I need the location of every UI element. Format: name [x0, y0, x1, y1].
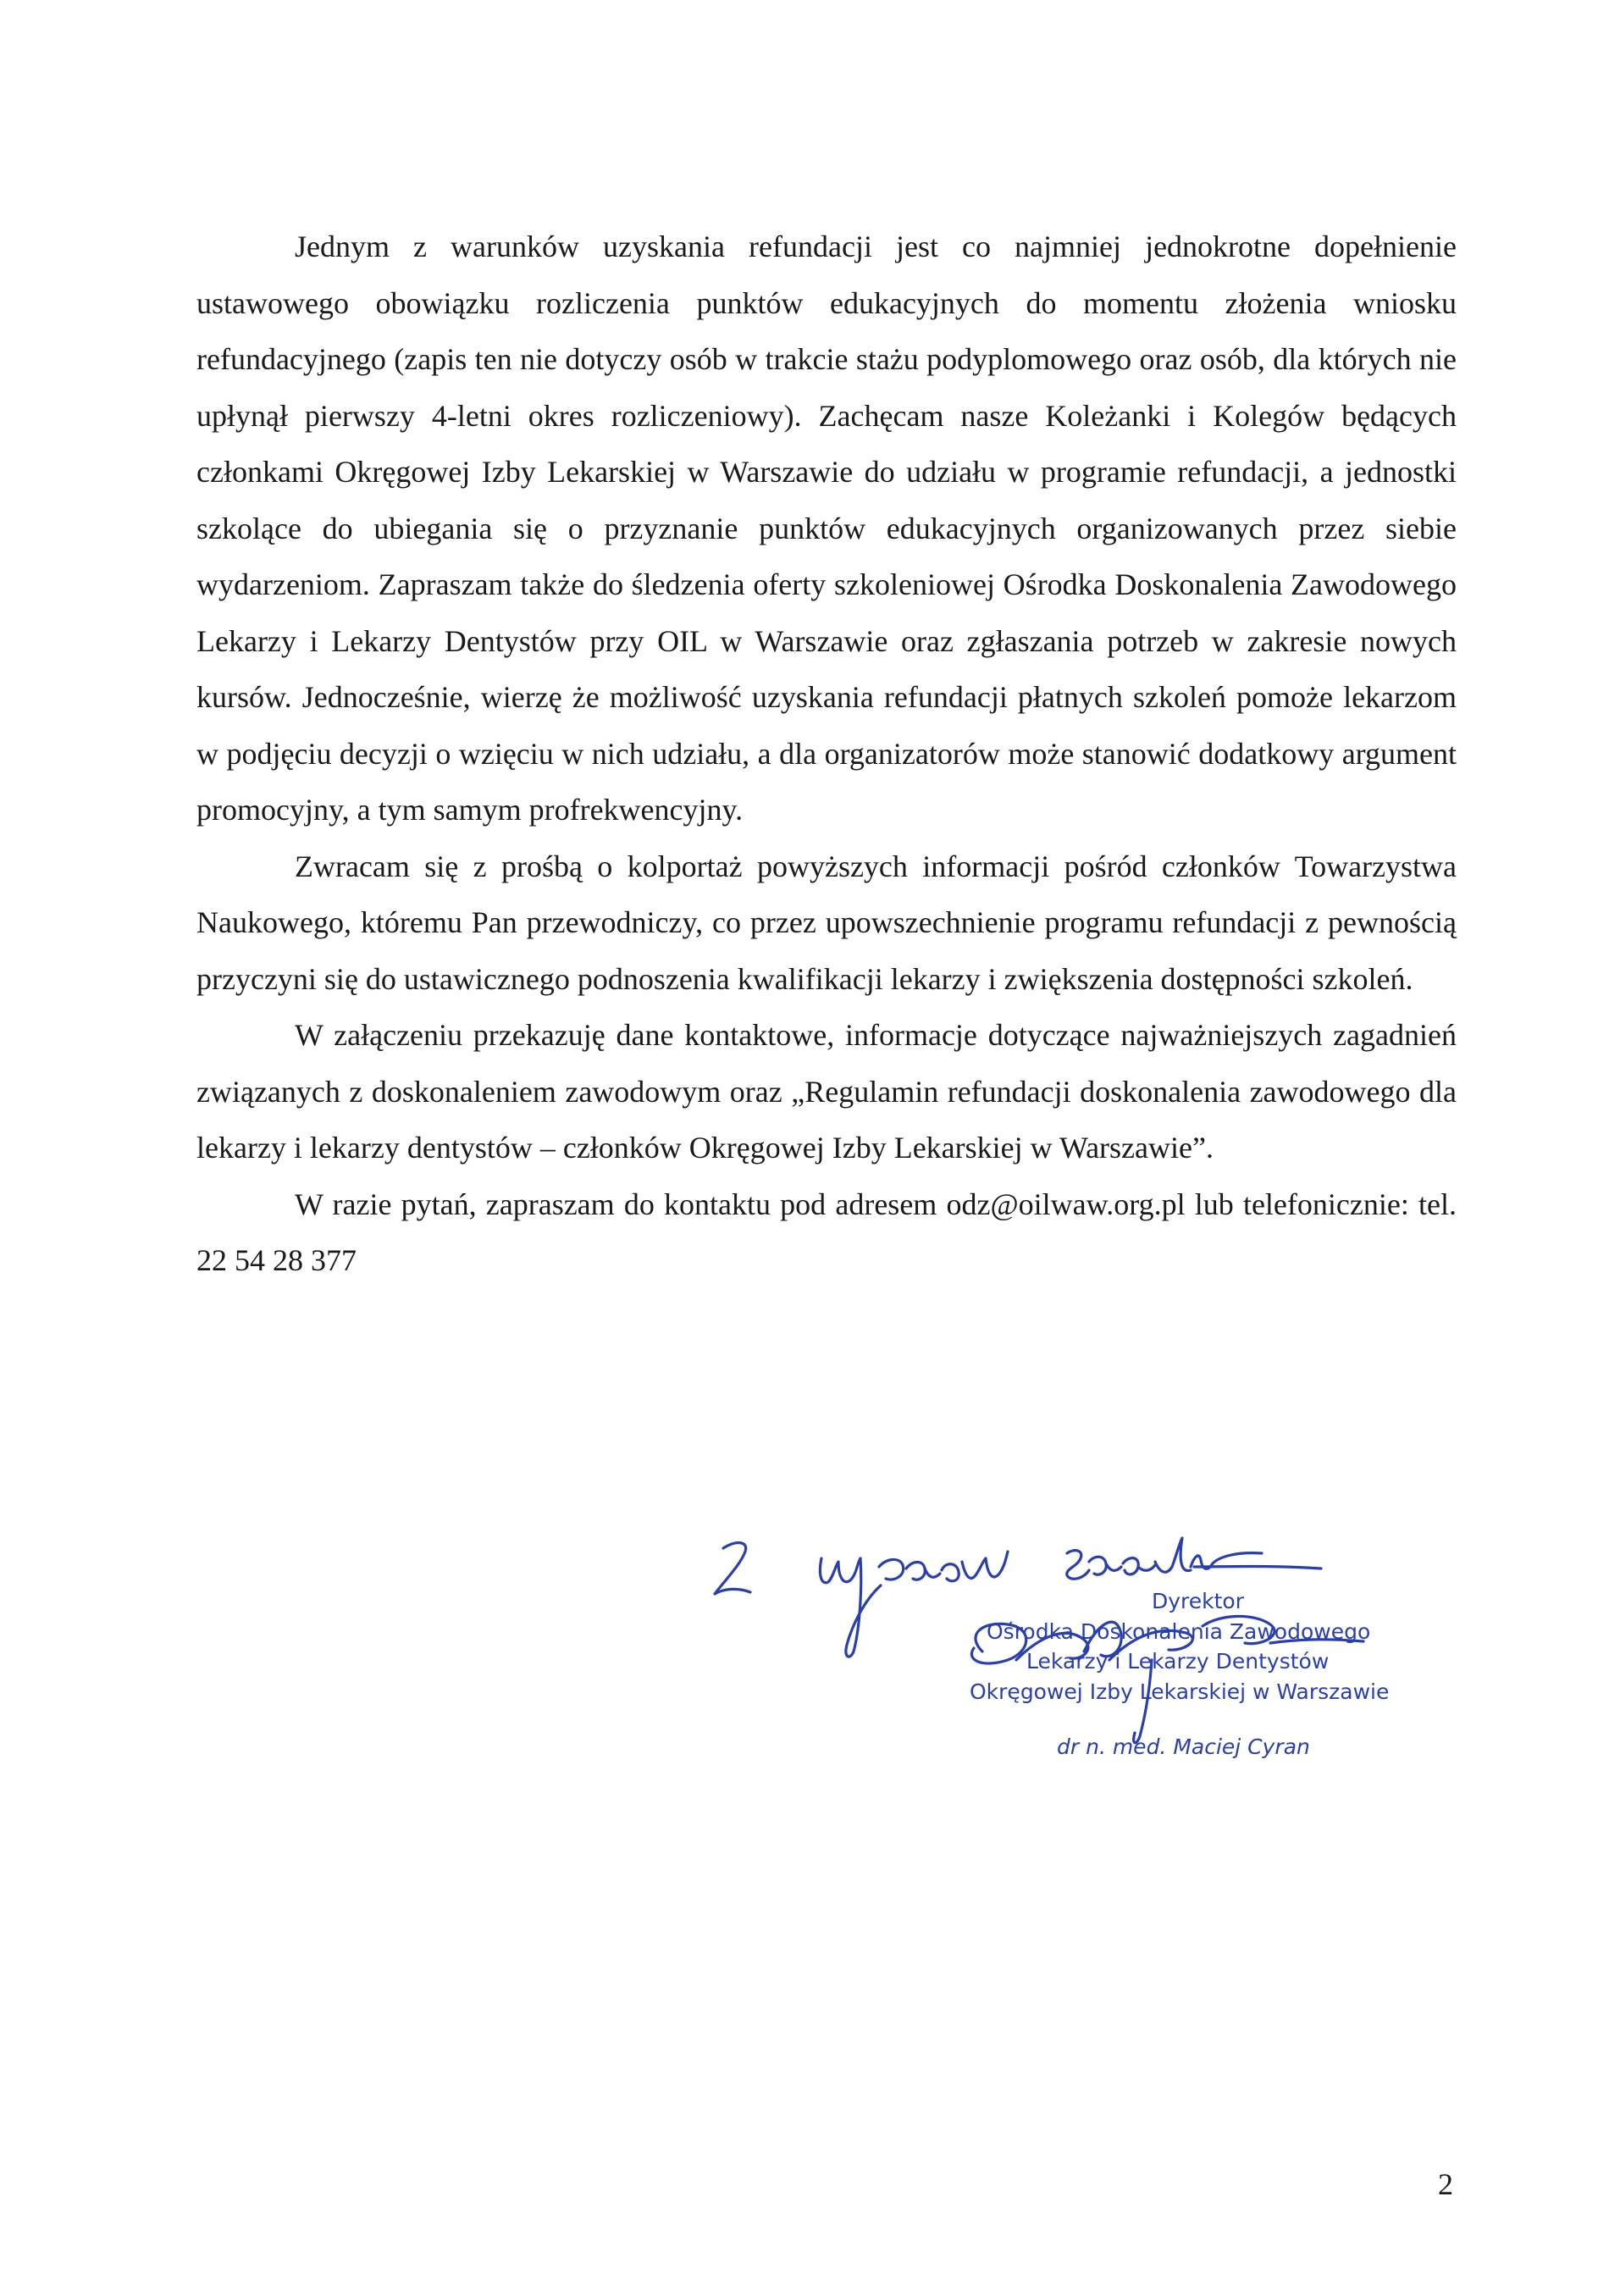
stamp-line-1: Ośrodka Doskonalenia Zawodowego [987, 1619, 1371, 1644]
paragraph-distribution-request: Zwracam się z prośbą o kolportaż powyższych informacji pośród członków Towarzystwa Naukowego, któremu Pan przewodniczy, co przez upowszechnienie programu refundacji z pewnością przyczyni się do ustawicznego podnoszenia kwalifikacji lekarzy i zwiększenia dostępności szkoleń. [196, 849, 1457, 996]
paragraph-attachments: W załączeniu przekazuję dane kontaktowe, informacje dotyczące najważniejszych zagadnień związanych z doskonaleniem zawodowym oraz „Regulamin refundacji doskonalenia zawodowego dla lekarzy i lekarzy dentystów – członków Okręgowej Izby Lekarskiej w Warszawie”. [196, 1018, 1457, 1165]
stamp-line-3: Okręgowej Izby Lekarskiej w Warszawie [970, 1679, 1390, 1704]
stamp-title: Dyrektor [1152, 1589, 1245, 1613]
stamp-line-2: Lekarzy i Lekarzy Dentystów [1026, 1649, 1330, 1674]
stamp-signatory-name: dr n. med. Maciej Cyran [1057, 1734, 1310, 1759]
page-number: 2 [1438, 2167, 1453, 2201]
letter-body [196, 219, 1457, 1289]
signature-block [711, 1533, 1406, 1787]
paragraph-contact: W razie pytań, zapraszam do kontaktu pod adresem odz@oilwaw.org.pl lub telefonicznie: tel. 22 54 28 377 [196, 1187, 1457, 1277]
paragraph-refund-conditions: Jednym z warunków uzyskania refundacji jest co najmniej jednokrotne dopełnienie ustawowego obowiązku rozliczenia punktów edukacyjnych do momentu złożenia wniosku refundacyjnego (zapis ten nie dotyczy osób w trakcie stażu podyplomowego oraz osób, dla których nie upłynął pierwszy 4-letni okres rozliczeniowy). Zachęcam nasze Koleżanki i Kolegów będących członkami Okręgowej Izby Lekarskiej w Warszawie do udziału w programie refundacji, a jednostki szkolące do ubiegania się o przyznanie punktów edukacyjnych organizowanych przez siebie wydarzeniom. Zapraszam także do śledzenia oferty szkoleniowej Ośrodka Doskonalenia Zawodowego Lekarzy i Lekarzy Dentystów przy OIL w Warszawie oraz zgłaszania potrzeb w zakresie nowych kursów. Jednocześnie, wierzę że możliwość uzyskania refundacji płatnych szkoleń pomoże lekarzom w podjęciu decyzji o wzięciu w nich udziału, a dla organizatorów może stanowić dodatkowy argument promocyjny, a tym samym profrekwencyjny. [196, 230, 1457, 827]
